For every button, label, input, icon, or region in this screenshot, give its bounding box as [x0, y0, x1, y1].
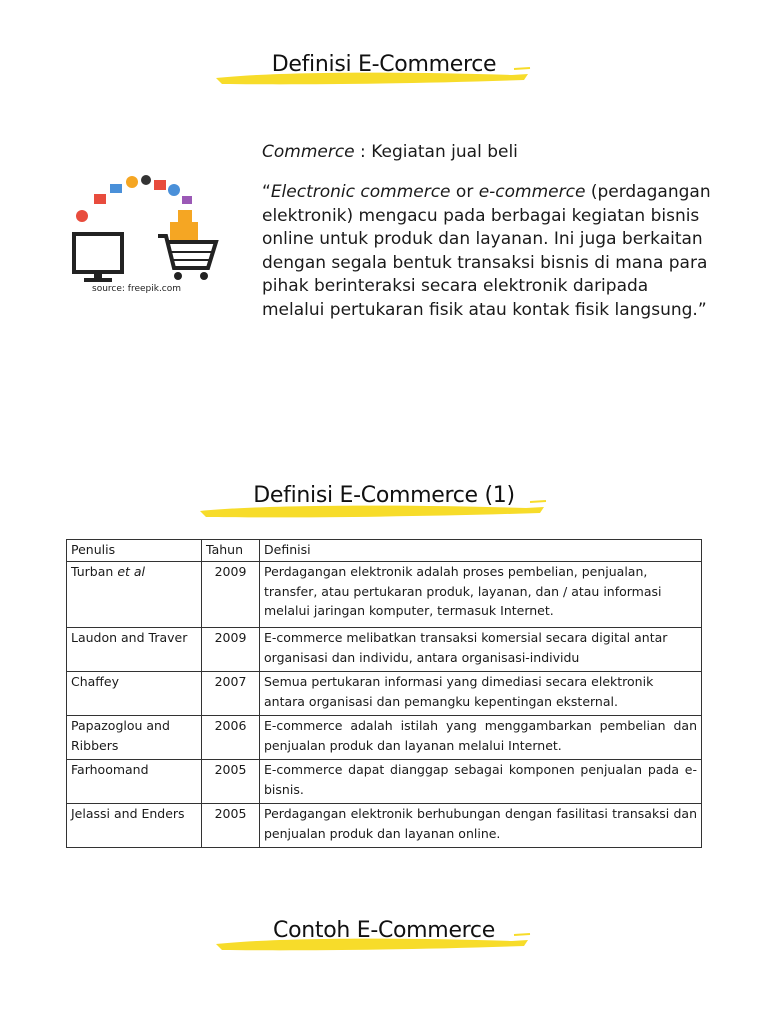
author-cell: Farhoomand [67, 760, 202, 804]
ecommerce-definition-quote [262, 181, 712, 322]
section-title-3-wrap [0, 914, 768, 958]
cart-small-icon [141, 175, 151, 185]
commerce-definition [262, 141, 712, 164]
table-row [67, 804, 702, 848]
author-cell: Laudon and Traver [67, 628, 202, 672]
commerce-term: Commerce [262, 142, 355, 162]
ecommerce-illustration [66, 172, 226, 300]
year-cell: 2005 [202, 760, 260, 804]
definition-cell: Perdagangan elektronik berhubungan dengan fasilitasi transaksi dan penjualan produk dan layanan online. [260, 804, 702, 848]
year-cell: 2009 [202, 628, 260, 672]
envelope-icon [182, 196, 192, 204]
table-row [67, 562, 702, 628]
coin-icon [126, 176, 138, 188]
author-cell: Jelassi and Enders [67, 804, 202, 848]
year-cell: 2006 [202, 716, 260, 760]
year-cell: 2007 [202, 672, 260, 716]
header-definisi: Definisi [260, 540, 702, 562]
definition-cell: E-commerce melibatkan transaksi komersial secara digital antar organisasi dan individu, antara organisasi-individu [260, 628, 702, 672]
tag-icon [76, 210, 88, 222]
or-text: or [450, 182, 479, 202]
page-title: Definisi E-Commerce [271, 52, 497, 77]
image-source-caption: source: freepik.com [92, 284, 182, 294]
term-electronic-commerce: Electronic commerce [270, 182, 451, 202]
author-cell: Papazoglou and Ribbers [67, 716, 202, 760]
definition-cell: Perdagangan elektronik adalah proses pembelian, penjualan, transfer, atau pertukaran produk, layanan, dan / atau informasi melalui jaringan komputer, termasuk Internet. [260, 562, 702, 628]
gift-icon [154, 180, 166, 190]
monitor-icon [74, 234, 122, 272]
quote-body: (perdagangan elektronik) mengacu pada berbagai kegiatan bisnis online untuk produk dan layanan. Ini juga berkaitan dengan segala bentuk transaksi bisnis di mana para pihak berinteraksi secara elektronik daripada melalui pertukaran fisik atau kontak fisik langsung.” [262, 182, 711, 320]
term-e-commerce: e-commerce [478, 182, 586, 202]
header-tahun: Tahun [202, 540, 260, 562]
table-row [67, 760, 702, 804]
quote-open: “ [262, 182, 271, 202]
table-row [67, 628, 702, 672]
shopping-bag-icon [170, 222, 198, 240]
section-title-1-wrap [0, 48, 768, 92]
author-cell: Chaffey [67, 672, 202, 716]
bag-icon [94, 194, 106, 204]
commerce-meaning: Kegiatan jual beli [371, 142, 518, 162]
table-header-row [67, 540, 702, 562]
year-cell: 2009 [202, 562, 260, 628]
definition-table [66, 539, 702, 848]
author-cell: Turban et al [67, 562, 202, 628]
commerce-separator: : [354, 142, 372, 162]
year-cell: 2005 [202, 804, 260, 848]
definition-cell: E-commerce adalah istilah yang menggambarkan pembelian dan penjualan produk dan layanan melalui Internet. [260, 716, 702, 760]
section-title-2-wrap [0, 479, 768, 523]
globe-icon [168, 184, 180, 196]
table-row [67, 716, 702, 760]
definition-cell: E-commerce dapat dianggap sebagai komponen penjualan pada e-bisnis. [260, 760, 702, 804]
card-icon [110, 184, 122, 193]
section-title-3: Contoh E-Commerce [273, 918, 495, 943]
table-row [67, 672, 702, 716]
section-title-2: Definisi E-Commerce (1) [253, 483, 515, 508]
header-penulis: Penulis [67, 540, 202, 562]
definition-cell: Semua pertukaran informasi yang dimediasi secara elektronik antara organisasi dan pemangku kepentingan eksternal. [260, 672, 702, 716]
